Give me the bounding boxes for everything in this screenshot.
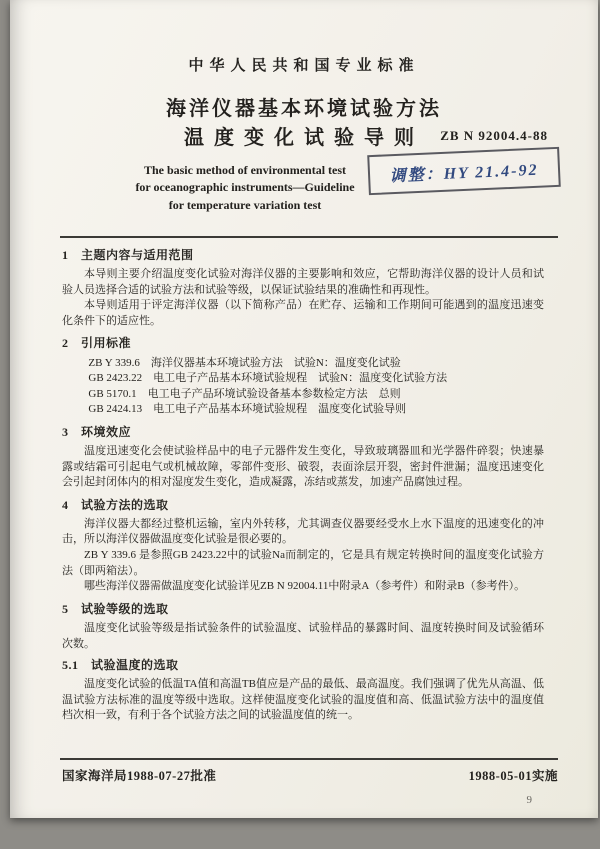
subsection-heading: 5.1 试验温度的选取 [62,658,179,673]
paragraph: 哪些海洋仪器需做温度变化试验详见ZB N 92004.11中附录A（参考件）和附录B（参考件）。 [84,580,526,593]
section-heading: 3 环境效应 [62,424,132,439]
paragraph: 本导则适用于评定海洋仪器（以下简称产品）在贮存、运输和工作期间可能遇到的温度迅速变化条件下的适应性。 [62,299,544,327]
reference-item: GB 2424.13 电工电子产品基本环境试验规程 温度变化试验导则 [88,403,407,416]
standard-header: 中华人民共和国专业标准 [188,58,420,74]
reference-item: ZB Y 339.6 海洋仪器基本环境试验方法 试验N：温度变化试验 [88,356,401,369]
page-number: 9 [526,794,532,806]
reference-item: GB 2423.22 电工电子产品基本环境试验规程 试验N：温度变化试验方法 [88,372,448,385]
section-severity-selection [62,601,544,724]
paragraph: 海洋仪器大都经过整机运输，室内外转移，尤其调查仪器要经受水上水下温度的迅速变化的冲击，所以海洋仪器做温度变化试验是很必要的。 [62,517,544,546]
english-title-line3: for temperature variation test [168,197,322,212]
section-heading: 2 引用标准 [62,336,132,351]
english-title-line1: The basic method of environmental test [143,163,347,177]
footer [62,766,558,784]
section-environmental-effects [62,424,544,491]
standard-number: ZB N 92004.4-88 [440,128,548,143]
section-heading: 5 试验等级的选取 [62,601,169,616]
header-divider [60,236,558,238]
approval-note: 国家海洋局1988-07-27批准 [62,769,217,783]
paragraph: 温度变化试验等级是指试验条件的试验温度、试验样品的暴露时间、温度转换时间及试验循环次数。 [62,621,544,650]
paragraph: 本导则主要介绍温度变化试验对海洋仪器的主要影响和效应，它帮助海洋仪器的设计人员和试验人员选择合适的试验方法和试验等级，以保证试验结果的准确性和再现性。 [62,268,544,296]
section-references [62,335,544,417]
section-heading: 1 主题内容与适用范围 [62,248,194,262]
paragraph: 温度迅速变化会使试验样品中的电子元器件发生变化，导致玻璃器皿和光学器件碎裂；快速暴露或结霜可引起电气或机械故障，零部件变形、破裂，表面涂层开裂，密封件泄漏；温度迅速变化会引起封闭体内的相对湿度发生变化，造成凝露，冻结或蒸发，加速产品腐蚀过程。 [62,444,544,489]
document-title-line2: 温度变化试验导则 [184,127,424,149]
document-body [62,247,544,724]
implementation-note: 1988-05-01实施 [468,769,558,783]
english-title-line2: for oceanographic instruments—Guideline [135,180,355,195]
section-method-selection [62,497,544,595]
paragraph: 温度变化试验的低温TA值和高温TB值应是产品的最低、最高温度。我们强调了优先从高温、低温试验方法标准的温度等级中选取。这样使温度变化试验的温度值和高、低温试验方法中的温度值档次相一致，有利于各个试验方法之间的试验温度值的统一。 [62,678,544,722]
footer-divider [60,758,558,760]
document-title-line1: 海洋仪器基本环境试验方法 [166,98,442,120]
section-heading: 4 试验方法的选取 [62,497,169,512]
section-scope [62,247,544,329]
paragraph: ZB Y 339.6 是参照GB 2423.22中的试验Na而制定的，它是具有规定转换时间的温度变化试验方法（即两箱法）。 [62,549,544,577]
reference-item: GB 5170.1 电工电子产品环境试验设备基本参数检定方法 总则 [88,387,401,400]
document-page [10,0,598,818]
handwritten-adjustment-stamp: 调整：HY 21.4-92 [367,147,561,195]
